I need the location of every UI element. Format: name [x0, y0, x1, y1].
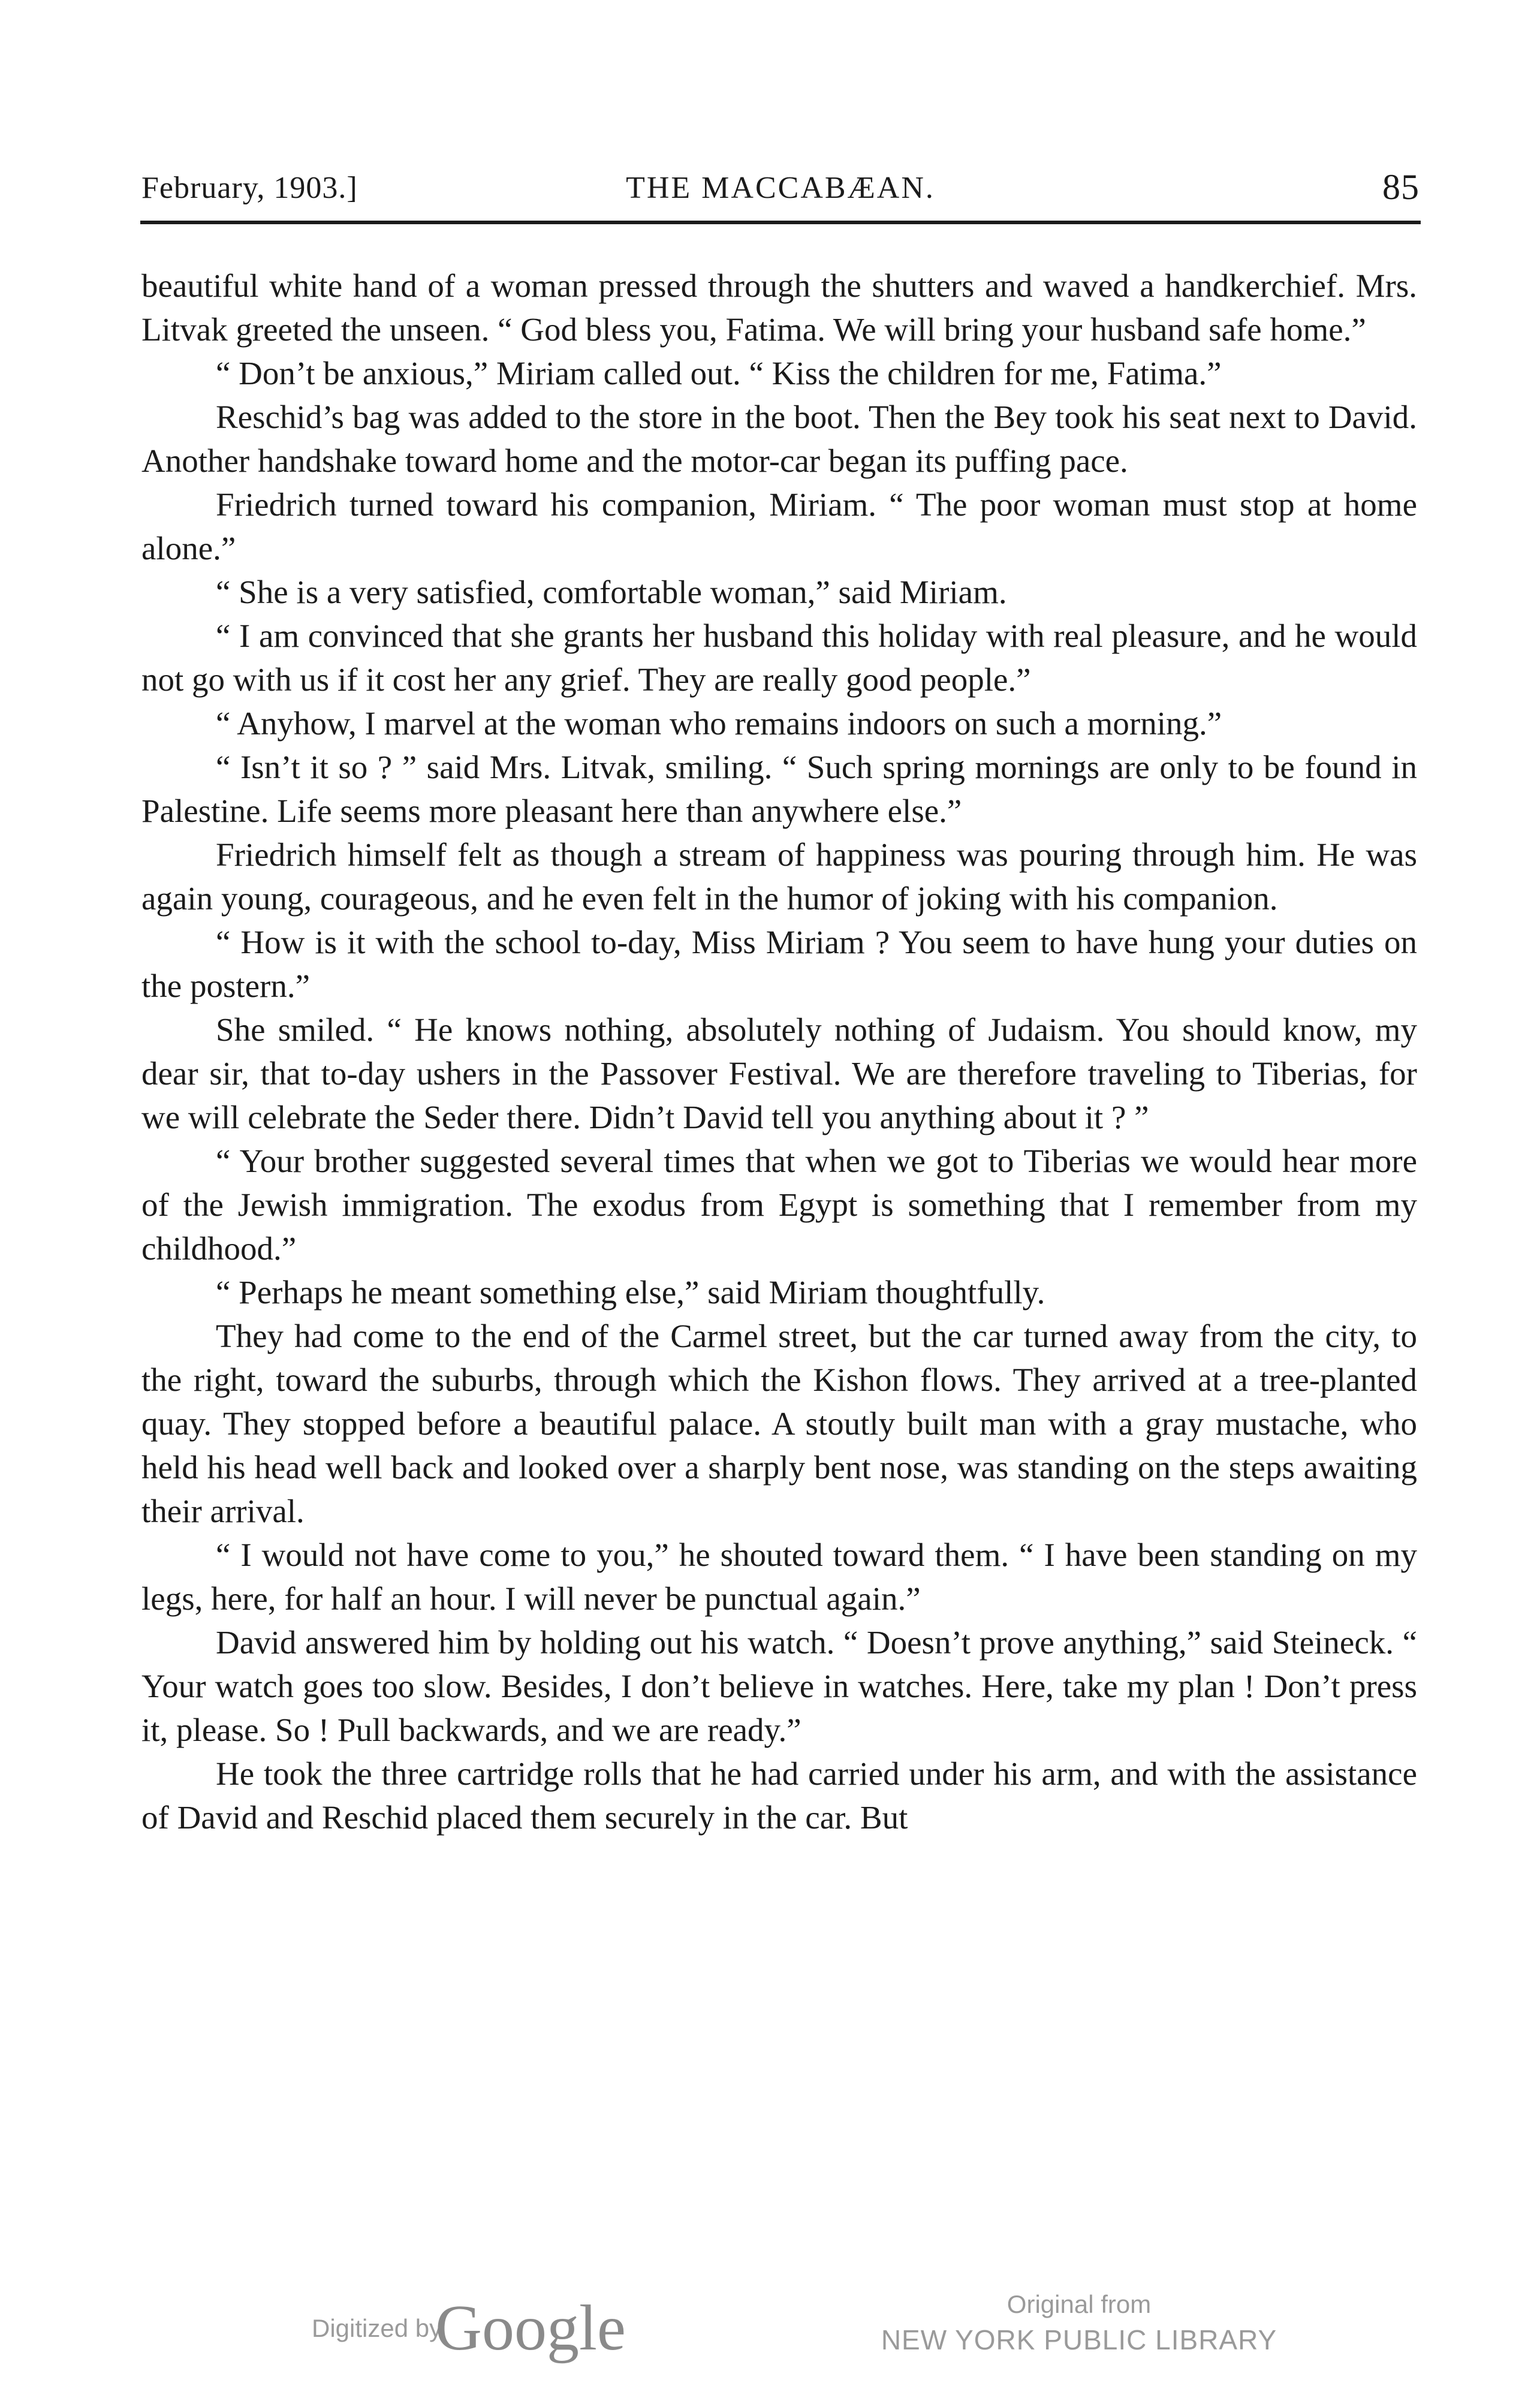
digitization-footer: [0, 2278, 1540, 2374]
header-rule: [140, 221, 1421, 224]
paragraph: They had come to the end of the Carmel street, but the car turned away from the city, to the right, toward the suburbs, through which the Kishon flows. They arrived at a tree-planted quay. They stopped before a beautiful palace. A stoutly built man with a gray mustache, who held his head well back and looked over a sharply bent nose, was standing on the steps awaiting their arrival.: [141, 1318, 1417, 1529]
library-name: NEW YORK PUBLIC LIBRARY: [881, 2324, 1277, 2355]
paragraph: He took the three cartridge rolls that he had carried under his arm, and with the assistance of David and Reschid placed them securely in the car. But: [141, 1755, 1417, 1836]
paragraph: “ Your brother suggested several times that when we got to Tiberias we would hear more of the Jewish immigration. The exodus from Egypt is something that I remember from my childhood.”: [141, 1143, 1417, 1267]
paragraph: “ Anyhow, I marvel at the woman who remains indoors on such a morning.”: [216, 705, 1222, 742]
paragraph: “ I would not have come to you,” he shouted toward them. “ I have been standing on my legs, here, for half an hour. I will never be punctual again.”: [141, 1537, 1417, 1617]
header-date: February, 1903.]: [141, 171, 358, 205]
paragraph: Friedrich himself felt as though a stream of happiness was pouring through him. He was again young, courageous, and he even felt in the humor of joking with his companion.: [141, 836, 1417, 917]
running-header: [141, 167, 1420, 215]
original-from-label: Original from: [1006, 2290, 1152, 2318]
paragraph: “ Don’t be anxious,” Miriam called out. “ Kiss the children for me, Fatima.”: [216, 355, 1222, 391]
paragraph: “ Perhaps he meant something else,” said Miriam thoughtfully.: [216, 1274, 1045, 1311]
paragraph: “ Isn’t it so ? ” said Mrs. Litvak, smiling. “ Such spring mornings are only to be found in Palestine. Life seems more pleasant here than anywhere else.”: [141, 749, 1417, 829]
paragraph: She smiled. “ He knows nothing, absolutely nothing of Judaism. You should know, my dear sir, that to-day ushers in the Passover Festival. We are therefore traveling to Tiberias, for we will celebrate the Seder there. Didn’t David tell you anything about it ? ”: [141, 1011, 1417, 1135]
paragraph: beautiful white hand of a woman pressed through the shutters and waved a handkerchief. Mrs. Litvak greeted the unseen. “ God bless you, Fatima. We will bring your husband safe home.”: [141, 267, 1417, 348]
paragraph: “ How is it with the school to-day, Miss Miriam ? You seem to have hung your duties on the postern.”: [141, 924, 1417, 1004]
paragraph: David answered him by holding out his watch. “ Doesn’t prove anything,” said Steineck. “ Your watch goes too slow. Besides, I don’t believe in watches. Here, take my plan ! Don’t press it, please. So ! Pull backwards, and we are ready.”: [141, 1624, 1417, 1748]
body-text: [141, 264, 1417, 1839]
paragraph: “ I am convinced that she grants her husband this holiday with real pleasure, and he would not go with us if it cost her any grief. They are really good people.”: [141, 617, 1417, 698]
google-logo: Google: [435, 2292, 626, 2364]
page-number: 85: [1382, 167, 1420, 207]
header-journal-title: THE MACCABÆAN.: [626, 171, 935, 205]
paragraph: “ She is a very satisfied, comfortable woman,” said Miriam.: [216, 574, 1007, 610]
paragraph: Reschid’s bag was added to the store in the boot. Then the Bey took his seat next to David. Another handshake toward home and the motor-car began its puffing pace.: [141, 399, 1417, 479]
digitized-by-label: Digitized by: [312, 2314, 442, 2342]
paragraph: Friedrich turned toward his companion, Miriam. “ The poor woman must stop at home alone.”: [141, 486, 1417, 567]
